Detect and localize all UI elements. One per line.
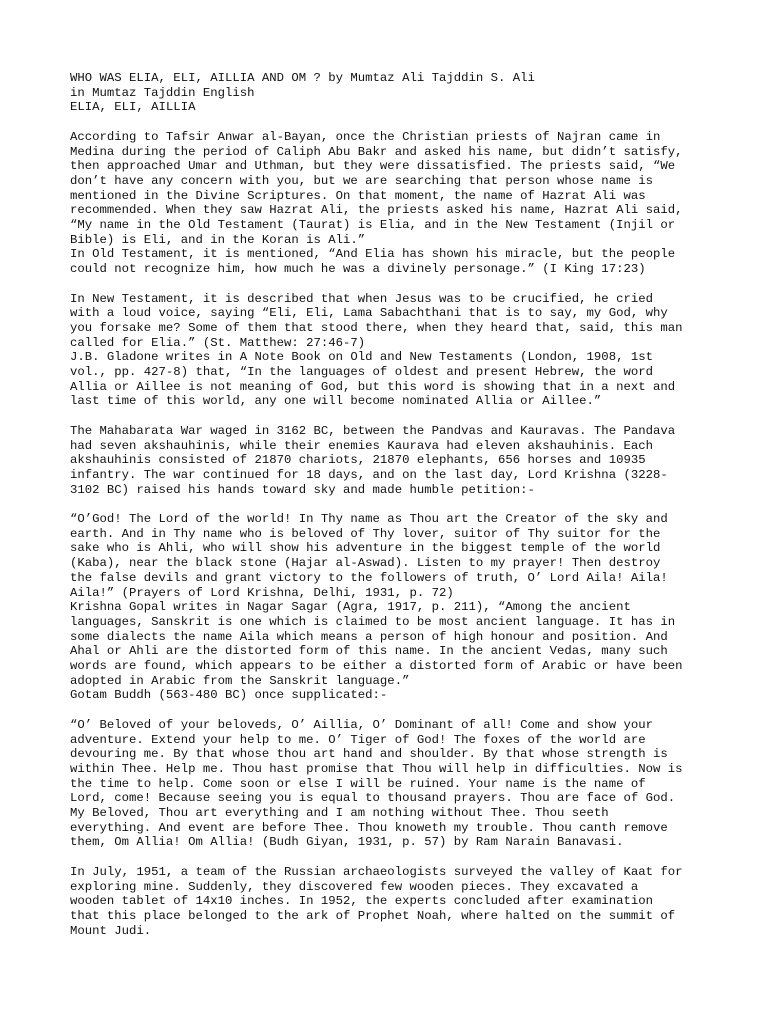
text-line: called for Elia.” (St. Matthew: 27:46-7) <box>70 335 366 350</box>
paragraph <box>70 130 710 277</box>
text-line: languages, Sanskrit is one which is claimed to be most ancient language. It has in <box>70 614 676 629</box>
text-line: everything. And event are before Thee. Thou knoweth my trouble. Thou canth remove <box>70 820 668 835</box>
text-line: The Mahabarata War waged in 3162 BC, between the Pandvas and Kauravas. The Pandava <box>70 423 676 438</box>
paragraph <box>70 865 710 939</box>
paragraph <box>70 424 710 498</box>
text-line: adventure. Extend your help to me. O’ Tiger of God! The foxes of the world are <box>70 732 646 747</box>
text-line: within Thee. Help me. Thou hast promise that Thou will help in difficulties. Now is <box>70 761 683 776</box>
text-line: last time of this world, any one will become nominated Allia or Aillee.” <box>70 394 602 409</box>
text-line: that this place belonged to the ark of Prophet Noah, where halted on the summit of <box>70 908 676 923</box>
text-line: “O’God! The Lord of the world! In Thy name as Thou art the Creator of the sky and <box>70 512 668 527</box>
document-header <box>70 71 710 115</box>
text-line: 3102 BC) raised his hands toward sky and made humble petition:- <box>70 482 535 497</box>
text-line: the false devils and grant victory to the followers of truth, O’ Lord Aila! Aila! <box>70 570 668 585</box>
text-line: wooden tablet of 14x10 inches. In 1952, the experts concluded after examination <box>70 894 653 909</box>
header-line: in Mumtaz Tajddin English <box>70 85 255 100</box>
text-line: My Beloved, Thou art everything and I am nothing without Thee. Thou seeth <box>70 806 609 821</box>
text-line: exploring mine. Suddenly, they discovered few wooden pieces. They excavated a <box>70 879 639 894</box>
text-line: Lord, come! Because seeing you is equal to thousand prayers. Thou are face of God. <box>70 791 676 806</box>
text-line: Medina during the period of Caliph Abu Bakr and asked his name, but didn’t satisfy, <box>70 144 683 159</box>
text-line: Gotam Buddh (563-480 BC) once supplicated:- <box>70 688 388 703</box>
text-line: adopted in Arabic from the Sanskrit language.” <box>70 673 410 688</box>
text-line: devouring me. By that whose thou art hand and shoulder. By that whose strength is <box>70 747 668 762</box>
text-line: earth. And in Thy name who is beloved of Thy lover, suitor of Thy suitor for the <box>70 526 661 541</box>
text-line: then approached Umar and Uthman, but they were dissatisfied. The priests said, “We <box>70 159 676 174</box>
text-line: sake who is Ahli, who will show his adventure in the biggest temple of the world <box>70 541 661 556</box>
text-line: Aila!” (Prayers of Lord Krishna, Delhi, 1931, p. 72) <box>70 585 454 600</box>
text-line: “O’ Beloved of your beloveds, O’ Aillia, O’ Dominant of all! Come and show your <box>70 717 653 732</box>
text-line: Allia or Aillee is not meaning of God, but this word is showing that in a next and <box>70 379 676 394</box>
text-line: you forsake me? Some of them that stood there, when they heard that, said, this man <box>70 320 683 335</box>
header-line: ELIA, ELI, AILLIA <box>70 100 196 115</box>
text-line: (Kaba), near the black stone (Hajar al-Aswad). Listen to my prayer! Then destroy <box>70 556 661 571</box>
text-line: the time to help. Come soon or else I will be ruined. Your name is the name of <box>70 776 646 791</box>
text-line: Krishna Gopal writes in Nagar Sagar (Agra, 1917, p. 211), “Among the ancient <box>70 600 631 615</box>
text-line: don’t have any concern with you, but we are searching that person whose name is <box>70 173 653 188</box>
header-line: WHO WAS ELIA, ELI, AILLIA AND OM ? by Mumtaz Ali Tajddin S. Ali <box>70 71 535 85</box>
text-line: had seven akshauhinis, while their enemies Kaurava had eleven akshauhinis. Each <box>70 438 653 453</box>
text-line: Ahal or Ahli are the distorted form of this name. In the ancient Vedas, many such <box>70 644 668 659</box>
text-line: In Old Testament, it is mentioned, “And Elia has shown his miracle, but the people <box>70 247 676 262</box>
text-line: According to Tafsir Anwar al-Bayan, once the Christian priests of Najran came in <box>70 129 661 144</box>
text-line: them, Om Allia! Om Allia! (Budh Giyan, 1931, p. 57) by Ram Narain Banavasi. <box>70 835 624 850</box>
text-line: J.B. Gladone writes in A Note Book on Old and New Testaments (London, 1908, 1st <box>70 350 653 365</box>
text-line: with a loud voice, saying “Eli, Eli, Lama Sabachthani that is to say, my God, why <box>70 306 668 321</box>
paragraph <box>70 718 710 850</box>
text-line: “My name in the Old Testament (Taurat) is Elia, and in the New Testament (Injil or <box>70 218 676 233</box>
text-line: words are found, which appears to be either a distorted form of Arabic or have been <box>70 659 683 674</box>
text-line: akshauhinis consisted of 21870 chariots, 21870 elephants, 656 horses and 10935 <box>70 453 646 468</box>
text-line: some dialects the name Aila which means a person of high honour and position. And <box>70 629 668 644</box>
text-line: could not recognize him, how much he was a divinely personage.” (I King 17:23) <box>70 262 646 277</box>
text-line: infantry. The war continued for 18 days, and on the last day, Lord Krishna (3228- <box>70 467 668 482</box>
paragraph <box>70 512 710 703</box>
text-line: mentioned in the Divine Scriptures. On that moment, the name of Hazrat Ali was <box>70 188 646 203</box>
text-line: In July, 1951, a team of the Russian archaeologists surveyed the valley of Kaat for <box>70 864 683 879</box>
text-line: Bible) is Eli, and in the Koran is Ali.” <box>70 232 366 247</box>
text-line: In New Testament, it is described that when Jesus was to be crucified, he cried <box>70 291 653 306</box>
paragraph <box>70 292 710 410</box>
text-line: vol., pp. 427-8) that, “In the languages of oldest and present Hebrew, the word <box>70 365 653 380</box>
text-line: recommended. When they saw Hazrat Ali, the priests asked his name, Hazrat Ali said, <box>70 203 683 218</box>
document-page <box>70 71 710 953</box>
text-line: Mount Judi. <box>70 923 152 938</box>
